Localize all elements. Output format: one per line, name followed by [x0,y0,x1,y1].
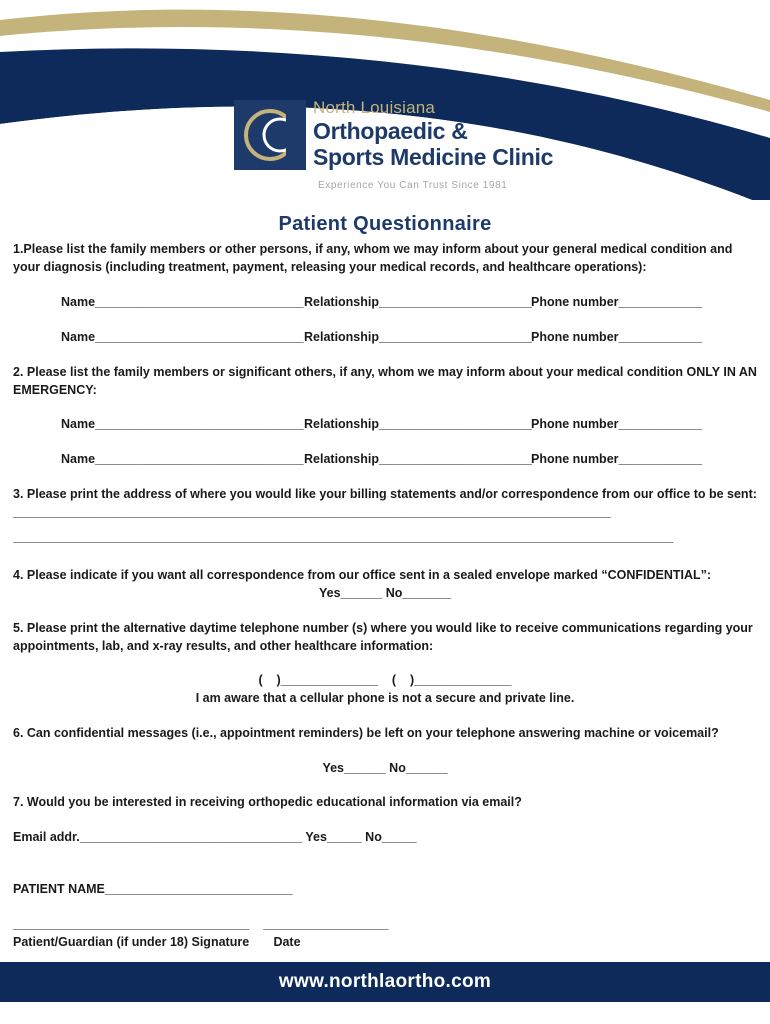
q1-phone-field-2[interactable]: Phone number____________ [531,330,702,344]
org-name-line1: Orthopaedic & [313,118,468,144]
q1-name-field-1[interactable]: Name______________________________ [61,295,304,309]
org-name-line2: Sports Medicine Clinic [313,144,554,170]
question-1-text: 1.Please list the family members or other persons, if any, whom we may inform about your general medical condition and your diagnosis (including treatment, payment, releasing your medical records, and healthcare operations): [13,242,733,274]
q2-relationship-field-1[interactable]: Relationship______________________ [304,417,532,431]
org-name-region: North Louisiana [313,98,436,117]
signature-date-label: Patient/Guardian (if under 18) Signature Date [13,935,301,949]
tagline: Experience You Can Trust Since 1981 [318,180,508,191]
q3-address-line-2[interactable]: _______________________________________________________________________________________________ [13,530,674,544]
question-2-text: 2. Please list the family members or significant others, if any, whom we may inform about your medical condition ONLY IN AN EMERGENCY: [13,365,757,397]
footer-website[interactable]: www.northlaortho.com [0,962,770,1002]
q4-yes-no-options[interactable]: Yes______ No_______ [318,586,452,600]
q7-email-field[interactable]: Email addr.________________________________ Yes_____ No_____ [13,830,417,844]
page-title: Patient Questionnaire [278,213,492,235]
q5-cellular-notice: I am aware that a cellular phone is not a secure and private line. [195,691,575,705]
patient-name-field[interactable]: PATIENT NAME___________________________ [13,882,293,896]
q1-name-field-2[interactable]: Name______________________________ [61,330,304,344]
q2-relationship-field-2[interactable]: Relationship______________________ [304,452,532,466]
question-7-text: 7. Would you be interested in receiving orthopedic educational information via email? [13,795,522,809]
q1-relationship-field-2[interactable]: Relationship______________________ [304,330,532,344]
clinic-logo-icon [234,100,306,170]
question-5-text: 5. Please print the alternative daytime telephone number (s) where you would like to receive communications regarding your appointments, lab, and x-ray results, and other healthcare information: [13,621,753,653]
q1-relationship-field-1[interactable]: Relationship______________________ [304,295,532,309]
q2-name-field-1[interactable]: Name______________________________ [61,417,304,431]
q2-name-field-2[interactable]: Name______________________________ [61,452,304,466]
q1-phone-field-1[interactable]: Phone number____________ [531,295,702,309]
q2-phone-field-1[interactable]: Phone number____________ [531,417,702,431]
q5-phone-fields[interactable]: ( )______________ ( )______________ [258,673,512,687]
question-4-text: 4. Please indicate if you want all correspondence from our office sent in a sealed envelope marked “CONFIDENTIAL”: [13,568,712,582]
signature-date-lines[interactable]: __________________________________ __________________ [13,917,389,931]
question-6-text: 6. Can confidential messages (i.e., appointment reminders) be left on your telephone answering machine or voicemail? [13,726,719,740]
q2-phone-field-2[interactable]: Phone number____________ [531,452,702,466]
question-3-text[interactable]: 3. Please print the address of where you would like your billing statements and/or correspondence from our office to be sent: ______________________________________________________________________________________ [13,487,757,519]
q6-yes-no-options[interactable]: Yes______ No______ [322,761,448,775]
